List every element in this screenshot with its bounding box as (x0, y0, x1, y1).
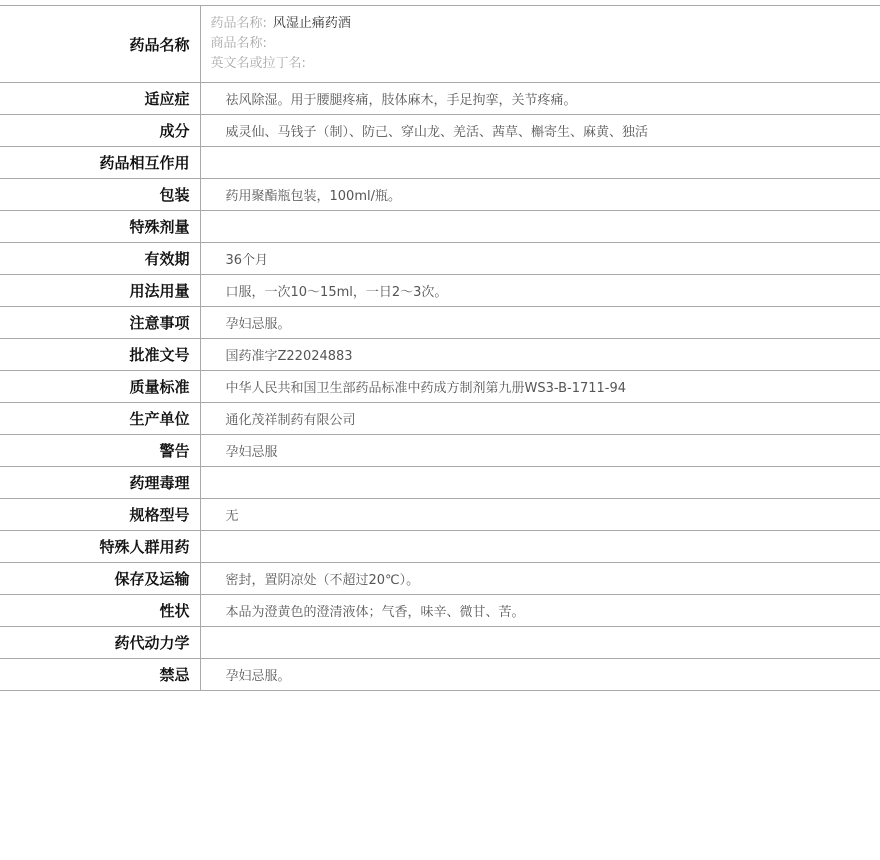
row-label: 质量标准 (0, 371, 200, 403)
row-value (200, 531, 880, 563)
table-row-approval-number (0, 339, 880, 371)
row-value: 密封，置阴凉处（不超过20℃）。 (225, 573, 420, 588)
row-label: 药理毒理 (0, 467, 200, 499)
row-value: 中华人民共和国卫生部药品标准中药成方制剂第九册WS3-B-1711-94 (225, 381, 627, 396)
table-row-indications (0, 83, 880, 115)
row-label: 特殊剂量 (0, 211, 200, 243)
english-name-line (211, 54, 880, 74)
table-row-manufacturer (0, 403, 880, 435)
row-label: 特殊人群用药 (0, 531, 200, 563)
row-value: 孕妇忌服 (225, 445, 278, 460)
row-value (200, 211, 880, 243)
row-label: 适应症 (0, 83, 200, 115)
table-row-specification (0, 499, 880, 531)
table-row-warning (0, 435, 880, 467)
row-value: 本品为澄黄色的澄清液体；气香，味辛、微甘、苦。 (225, 605, 525, 620)
table-row-quality-standard (0, 371, 880, 403)
row-value: 36个月 (225, 253, 269, 268)
trade-name-line (211, 34, 880, 54)
table-row-storage (0, 563, 880, 595)
row-value: 孕妇忌服。 (225, 669, 291, 684)
row-label: 保存及运输 (0, 563, 200, 595)
row-value: 通化茂祥制药有限公司 (225, 413, 356, 428)
row-value: 口服，一次10～15ml，一日2～3次。 (225, 285, 448, 300)
row-label: 生产单位 (0, 403, 200, 435)
drug-info-table (0, 5, 880, 691)
table-row-description (0, 595, 880, 627)
table-row-shelf-life (0, 243, 880, 275)
row-label: 批准文号 (0, 339, 200, 371)
row-label: 有效期 (0, 243, 200, 275)
table-row-drug-name (0, 6, 880, 83)
row-label: 包装 (0, 179, 200, 211)
row-label: 禁忌 (0, 659, 200, 691)
row-label: 注意事项 (0, 307, 200, 339)
row-value (200, 627, 880, 659)
table-row-special-populations (0, 531, 880, 563)
drug-name-cell (200, 6, 880, 83)
row-label: 规格型号 (0, 499, 200, 531)
row-value: 孕妇忌服。 (225, 317, 291, 332)
row-value: 无 (225, 509, 239, 524)
english-name-key: 英文名或拉丁名: (210, 56, 306, 71)
row-label: 警告 (0, 435, 200, 467)
table-row-dosage (0, 275, 880, 307)
row-value: 威灵仙、马钱子（制）、防己、穿山龙、羌活、茜草、槲寄生、麻黄、独活 (225, 125, 649, 140)
generic-name-value: 风湿止痛药酒 (272, 16, 351, 31)
table-row-special-dosage (0, 211, 880, 243)
row-label: 药品相互作用 (0, 147, 200, 179)
generic-name-line (211, 14, 880, 34)
table-row-pharmacokinetics (0, 627, 880, 659)
row-label: 药代动力学 (0, 627, 200, 659)
table-row-ingredients (0, 115, 880, 147)
row-label: 成分 (0, 115, 200, 147)
row-value (200, 147, 880, 179)
trade-name-key: 商品名称: (210, 36, 267, 51)
table-row-contraindications (0, 659, 880, 691)
generic-name-key: 药品名称: (210, 16, 267, 31)
row-value (200, 467, 880, 499)
table-row-interactions (0, 147, 880, 179)
row-value: 祛风除湿。用于腰腿疼痛，肢体麻木，手足拘挛，关节疼痛。 (225, 93, 577, 108)
row-label: 药品名称 (0, 6, 200, 83)
table-row-pharmacology (0, 467, 880, 499)
table-row-precautions (0, 307, 880, 339)
row-label: 用法用量 (0, 275, 200, 307)
table-row-packaging (0, 179, 880, 211)
row-label: 性状 (0, 595, 200, 627)
row-value: 国药准字Z22024883 (225, 349, 353, 364)
row-value: 药用聚酯瓶包装，100ml/瓶。 (225, 189, 401, 204)
